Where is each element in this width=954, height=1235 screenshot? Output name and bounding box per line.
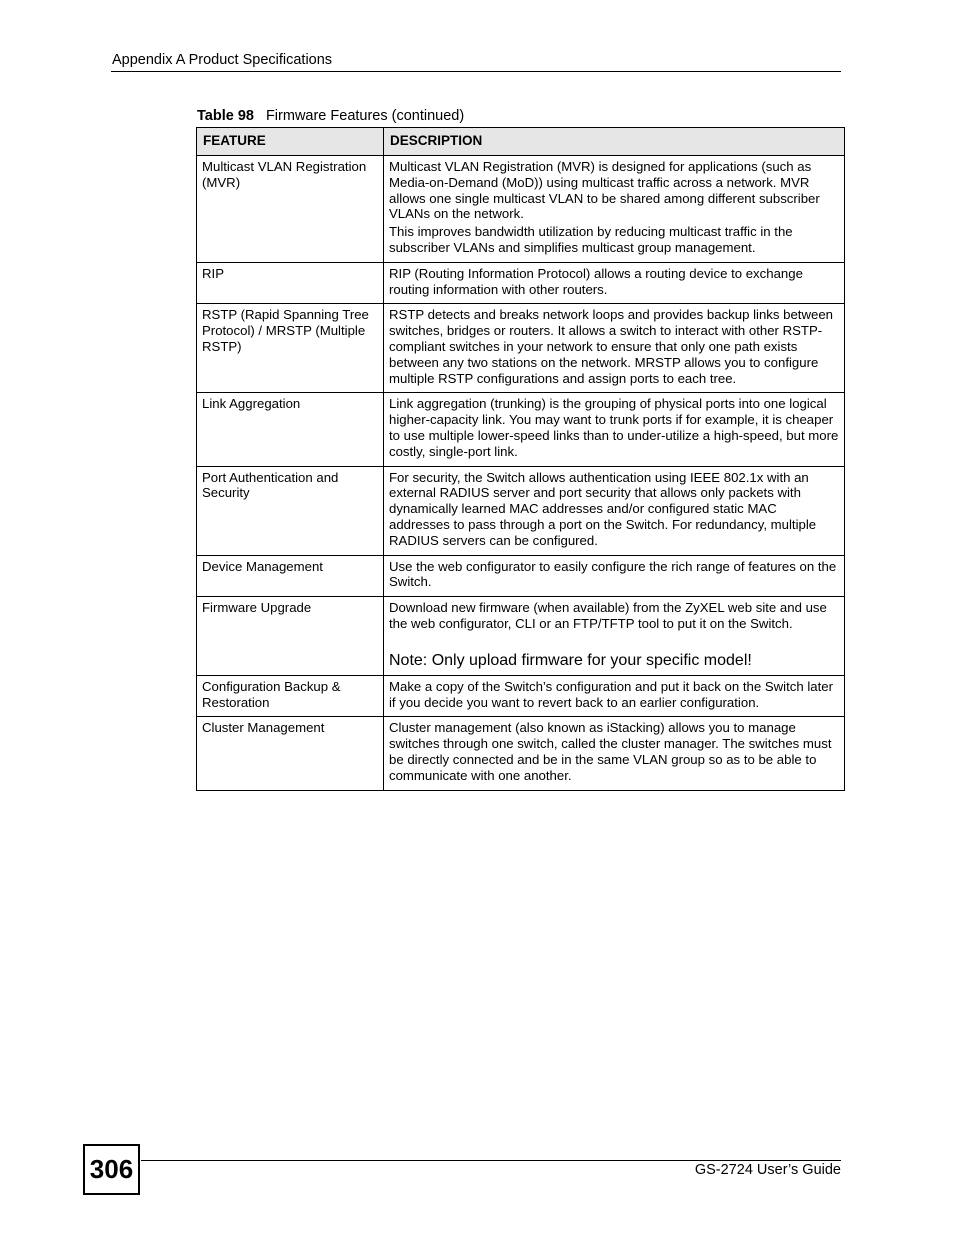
description-cell	[384, 597, 845, 676]
description-cell	[384, 262, 845, 304]
table-header-row	[197, 128, 845, 156]
description-paragraph: RSTP detects and breaks network loops and provides backup links between switches, bridges or routers. It allows a switch to interact with other RSTP-compliant switches in your network to ensure that only one path exists between any two stations on the network. MRSTP allows you to configure multiple RSTP configurations and assign ports to each tree.	[389, 307, 833, 386]
table-caption	[197, 108, 464, 124]
description-cell	[384, 304, 845, 393]
description-cell	[384, 675, 845, 717]
feature-cell: RSTP (Rapid Spanning Tree Protocol) / MRSTP (Multiple RSTP)	[197, 304, 384, 393]
table-row	[197, 717, 845, 790]
description-cell	[384, 393, 845, 466]
description-cell	[384, 555, 845, 597]
table-title: Firmware Features (continued)	[265, 108, 465, 124]
description-paragraph: Link aggregation (trunking) is the grouping of physical ports into one logical higher-capacity link. You may want to trunk ports if for example, it is cheaper to use multiple lower-speed links than to under-utilize a high-speed, but more costly, single-port link.	[389, 396, 839, 459]
table-row	[197, 466, 845, 555]
feature-cell: Multicast VLAN Registration (MVR)	[197, 156, 384, 263]
page-number: 306	[83, 1144, 140, 1195]
description-paragraph: Use the web configurator to easily configure the rich range of features on the Switch.	[389, 558, 837, 590]
feature-cell: Cluster Management	[197, 717, 384, 790]
description-paragraph: For security, the Switch allows authentication using IEEE 802.1x with an external RADIUS server and port security that allows only packets with dynamically learned MAC addresses and/or configured static MAC addresses to pass through a port on the Switch. For redundancy, multiple RADIUS servers can be configured.	[389, 469, 817, 548]
description-cell	[384, 156, 845, 263]
description-paragraph: Cluster management (also known as iStacking) allows you to manage switches through one switch, called the cluster manager. The switches must be directly connected and be in the same VLAN group so as to be able to communicate with one another.	[389, 720, 832, 783]
feature-cell: RIP	[197, 262, 384, 304]
description-paragraph: Make a copy of the Switch’s configuration and put it back on the Switch later if you decide you want to revert back to an earlier configuration.	[389, 678, 833, 710]
table-row	[197, 304, 845, 393]
table-label: Table 98	[197, 108, 254, 124]
firmware-features-table	[196, 127, 845, 791]
description-cell	[384, 717, 845, 790]
table-body	[197, 156, 845, 791]
column-header-description: DESCRIPTION	[384, 128, 845, 156]
table-row	[197, 675, 845, 717]
feature-cell: Port Authentication and Security	[197, 466, 384, 555]
description-paragraph: RIP (Routing Information Protocol) allows a routing device to exchange routing information with other routers.	[389, 265, 803, 297]
table-row	[197, 597, 845, 676]
table-row	[197, 555, 845, 597]
feature-cell: Firmware Upgrade	[197, 597, 384, 676]
running-header: Appendix A Product Specifications	[112, 52, 333, 68]
footer-divider	[141, 1160, 841, 1161]
description-paragraph: Download new firmware (when available) from the ZyXEL web site and use the web configurator, CLI or an FTP/TFTP tool to put it on the Switch.	[389, 600, 827, 631]
table-row	[197, 393, 845, 466]
feature-cell: Device Management	[197, 555, 384, 597]
feature-cell: Configuration Backup & Restoration	[197, 675, 384, 717]
table-row	[197, 262, 845, 304]
description-paragraph: This improves bandwidth utilization by reducing multicast traffic in the subscriber VLANs and simplifies multicast group management.	[389, 224, 793, 255]
guide-title: GS-2724 User’s Guide	[694, 1162, 841, 1178]
note-text: Note: Only upload firmware for your specific model!	[389, 651, 752, 669]
description-paragraph: Multicast VLAN Registration (MVR) is designed for applications (such as Media-on-Demand (MoD)) using multicast traffic across a network. MVR allows one single multicast VLAN to be shared among different subscriber VLANs on the network.	[389, 159, 820, 222]
header-divider	[111, 71, 841, 72]
description-cell	[384, 466, 845, 555]
column-header-feature: FEATURE	[197, 128, 384, 156]
table-row	[197, 156, 845, 263]
feature-cell: Link Aggregation	[197, 393, 384, 466]
